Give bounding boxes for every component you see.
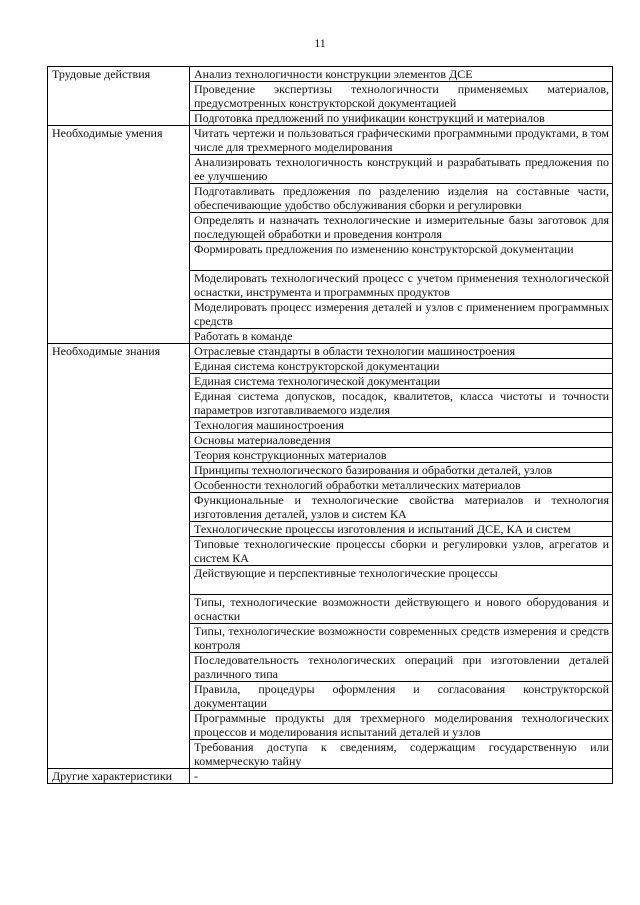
section-item: Моделировать технологический процесс с учетом применения технологической оснастки, инструмента и программных продуктов xyxy=(190,271,613,300)
page-number: 11 xyxy=(314,36,326,50)
section-item: Последовательность технологических операций при изготовлении деталей различного типа xyxy=(190,653,613,682)
section-item: Работать в команде xyxy=(190,329,613,344)
section-item: Моделировать процесс измерения деталей и узлов с применением программных средств xyxy=(190,300,613,329)
section-item: Технологические процессы изготовления и испытаний ДСЕ, КА и систем xyxy=(190,522,613,537)
table-row xyxy=(48,769,613,784)
section-label: Необходимые умения xyxy=(48,126,190,344)
section-item: Анализ технологичности конструкции элементов ДСЕ xyxy=(190,67,613,82)
section-item: Функциональные и технологические свойства материалов и технология изготовления деталей, узлов и систем КА xyxy=(190,493,613,522)
section-item: Основы материаловедения xyxy=(190,433,613,448)
section-item: Отраслевые стандарты в области технологии машиностроения xyxy=(190,344,613,359)
section-item: Программные продукты для трехмерного моделирования технологических процессов и моделирования испытаний деталей и узлов xyxy=(190,711,613,740)
section-item: Анализировать технологичность конструкций и разрабатывать предложения по ее улучшению xyxy=(190,155,613,184)
section-item: Единая система технологической документации xyxy=(190,374,613,389)
section-item: Типы, технологические возможности современных средств измерения и средств контроля xyxy=(190,624,613,653)
section-item: Единая система конструкторской документации xyxy=(190,359,613,374)
section-label: Трудовые действия xyxy=(48,67,190,126)
section-item: Принципы технологического базирования и обработки деталей, узлов xyxy=(190,463,613,478)
section-item: Правила, процедуры оформления и согласования конструкторской документации xyxy=(190,682,613,711)
section-item: Действующие и перспективные технологические процессы xyxy=(190,566,613,595)
section-label: Другие характеристики xyxy=(48,769,190,784)
section-item: Определять и назначать технологические и измерительные базы заготовок для последующей обработки и проведения контроля xyxy=(190,213,613,242)
section-item: Читать чертежи и пользоваться графическими программными продуктами, в том числе для трехмерного моделирования xyxy=(190,126,613,155)
section-label: Необходимые знания xyxy=(48,344,190,769)
section-item: - xyxy=(190,769,613,784)
table-row xyxy=(48,344,613,359)
table-row xyxy=(48,67,613,82)
section-item: Подготовка предложений по унификации конструкций и материалов xyxy=(190,111,613,126)
qualification-table xyxy=(47,66,613,784)
section-item: Подготавливать предложения по разделению изделия на составные части, обеспечивающие удобство обслуживания сборки и регулировки xyxy=(190,184,613,213)
section-item: Теория конструкционных материалов xyxy=(190,448,613,463)
section-item: Особенности технологий обработки металлических материалов xyxy=(190,478,613,493)
section-item: Формировать предложения по изменению конструкторской документации xyxy=(190,242,613,271)
section-item: Требования доступа к сведениям, содержащим государственную или коммерческую тайну xyxy=(190,740,613,769)
section-item: Проведение экспертизы технологичности применяемых материалов, предусмотренных конструкторской документацией xyxy=(190,82,613,111)
section-item: Технология машиностроения xyxy=(190,418,613,433)
section-item: Типовые технологические процессы сборки и регулировки узлов, агрегатов и систем КА xyxy=(190,537,613,566)
table-row xyxy=(48,126,613,155)
section-item: Типы, технологические возможности действующего и нового оборудования и оснастки xyxy=(190,595,613,624)
section-item: Единая система допусков, посадок, квалитетов, класса чистоты и точности параметров изготавливаемого изделия xyxy=(190,389,613,418)
qualification-table-body xyxy=(48,67,613,784)
